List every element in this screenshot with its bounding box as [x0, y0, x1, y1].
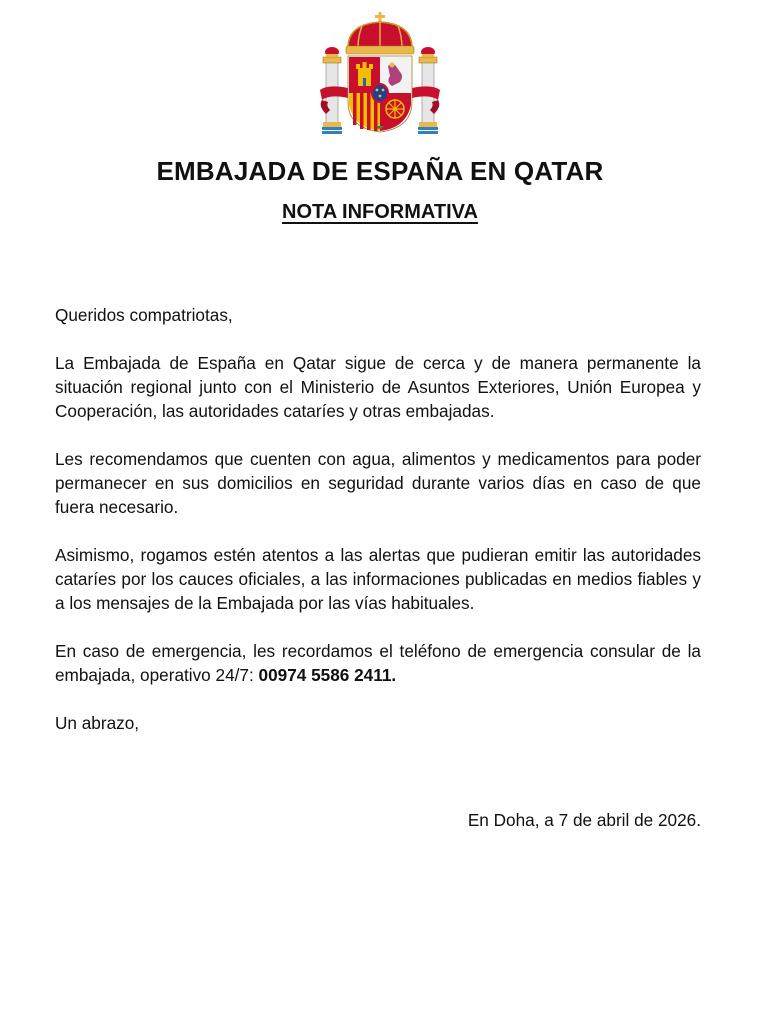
subtitle-text: NOTA INFORMATIVA: [282, 201, 478, 223]
emergency-phone[interactable]: 00974 5586 2411.: [258, 665, 397, 685]
emergency-text: En caso de emergencia, les recordamos el teléfono de emergencia consular de la embajada, operativo 24/7:: [55, 641, 701, 685]
letter-body: [55, 303, 701, 759]
document-subtitle: [0, 201, 760, 224]
paragraph-recommendations: Les recomendamos que cuenten con agua, alimentos y medicamentos para poder permanecer en sus domicilios en seguridad durante varios días en caso de que fuera necesario.: [55, 449, 701, 517]
embassy-title: EMBAJADA DE ESPAÑA EN QATAR: [156, 156, 604, 186]
paragraph-alerts: Asimismo, rogamos estén atentos a las alertas que pudieran emitir las autoridades cataríes por los cauces oficiales, a las informaciones publicadas en medios fiables y a los mensajes de la Embajada por las vías habituales.: [55, 545, 701, 613]
paragraph-emergency: [55, 639, 701, 687]
greeting: Queridos compatriotas,: [55, 305, 233, 325]
place-date: En Doha, a 7 de abril de 2026.: [467, 810, 701, 830]
spanish-coat-of-arms-icon: [318, 10, 442, 140]
closing: Un abrazo,: [55, 713, 140, 733]
paragraph-situation: La Embajada de España en Qatar sigue de cerca y de manera permanente la situación regional junto con el Ministerio de Asuntos Exteriores, Unión Europea y Cooperación, las autoridades cataríes y otras embajadas.: [55, 353, 701, 421]
